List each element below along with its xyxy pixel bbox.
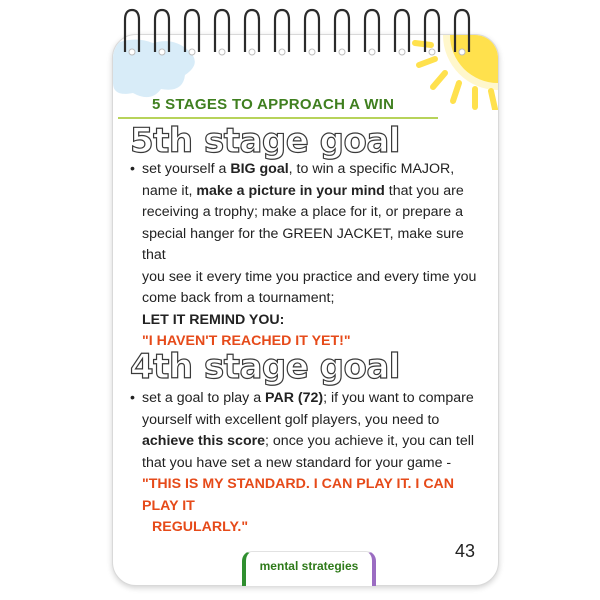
stage4-body	[130, 388, 490, 539]
bullet-icon: •	[130, 390, 135, 406]
chapter-tab[interactable]	[242, 551, 376, 586]
stage4-title: 4th stage goal	[130, 347, 400, 387]
reminder-quote: "I HAVEN'T REACHED IT YET!"	[142, 333, 351, 349]
stage5-line-4: special hanger for the GREEN JACKET, make sure that	[142, 225, 464, 263]
stage4-quote-line-2: REGULARLY."	[152, 519, 249, 535]
bullet-icon: •	[130, 161, 135, 177]
stage5-line-5: you see it every time you practice and every time you	[142, 268, 477, 285]
text-run-bold: achieve this score	[142, 433, 266, 449]
stage5-line-2	[130, 181, 490, 203]
stage5-line-1	[130, 159, 490, 181]
page-number: 43	[455, 541, 476, 561]
stage5-title: 5th stage goal	[130, 121, 400, 161]
stage5-body	[130, 159, 490, 353]
binding-rings-icon	[0, 0, 600, 70]
stage5-line-3: receiving a trophy; make a place for it, or prepare a	[142, 204, 463, 220]
heading-underline	[118, 117, 438, 119]
chapter-tab-label: mental strategies	[259, 559, 359, 573]
text-run: set a goal to play a	[142, 390, 266, 406]
stage5-line-6: come back from a tournament;	[142, 290, 335, 306]
reminder-label: LET IT REMIND YOU:	[142, 311, 285, 328]
section-heading: 5 STAGES TO APPROACH A WIN	[152, 96, 395, 113]
text-run: set yourself a	[142, 161, 231, 177]
text-run: that you are	[384, 182, 464, 199]
stage4-line-4: that you have set a new standard for your game -	[142, 454, 452, 471]
text-run-bold: PAR (72)	[265, 390, 324, 406]
stage4-line-3	[130, 431, 490, 453]
text-run: name it,	[142, 182, 197, 199]
text-run-bold: BIG goal	[230, 161, 289, 177]
text-run: ; once you achieve it, you can tell	[265, 433, 475, 449]
stage4-line-1	[130, 388, 490, 410]
stage4-line-2: yourself with excellent golf players, you need to	[142, 411, 440, 428]
text-run: , to win a specific MAJOR,	[288, 161, 455, 177]
stage4-quote-line-1: "THIS IS MY STANDARD. I CAN PLAY IT. I CAN PLAY IT	[142, 476, 455, 514]
text-run: ; if you want to compare	[323, 390, 474, 406]
text-run-bold: make a picture in your mind	[196, 182, 385, 199]
